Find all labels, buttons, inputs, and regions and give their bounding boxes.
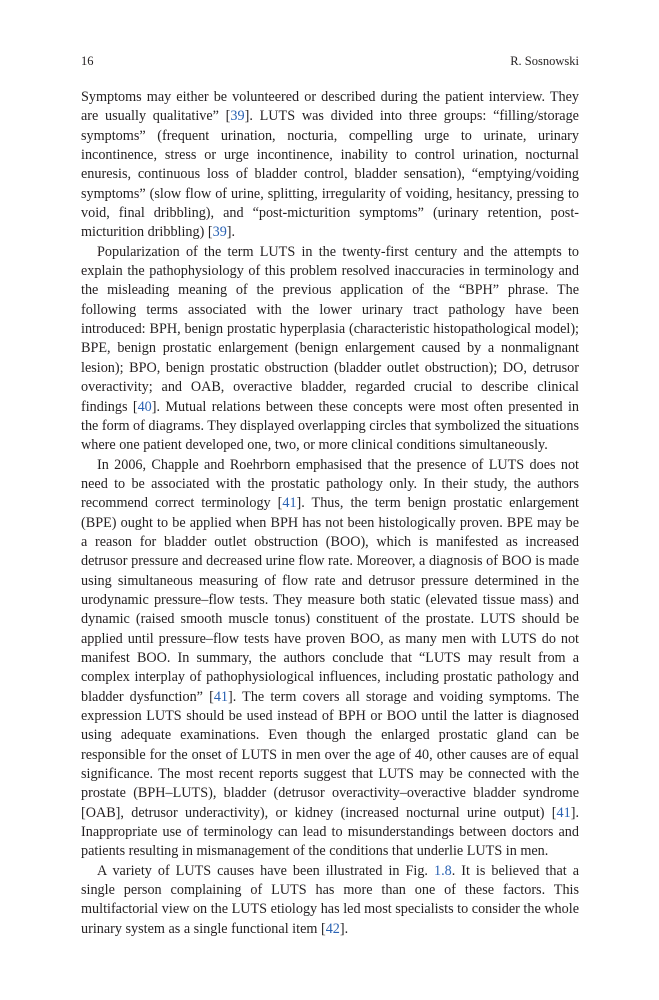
- figure-link[interactable]: 1.8: [433, 862, 452, 879]
- citation-link[interactable]: 39: [230, 108, 245, 125]
- paragraph-text: . It is believed that a single person complaining of LUTS has more than one of these factors. This multifactorial view on the LUTS etiology has led most specialists to consider the whole urinary system as a single functional item [: [81, 862, 579, 937]
- citation-link[interactable]: 41: [213, 688, 229, 705]
- paragraph-text: In 2006, Chapple and Roehrborn emphasised that the presence of LUTS does not need to be associated with the prostatic pathology only. In their study, the authors recommend correct terminology [: [81, 456, 579, 512]
- paragraph: [81, 862, 579, 939]
- paragraph-text: ].: [226, 224, 236, 241]
- citation-link[interactable]: 41: [282, 495, 297, 512]
- running-head-author: R. Sosnowski: [510, 54, 579, 68]
- paragraph-text: ].: [339, 920, 349, 937]
- citation-link[interactable]: 40: [137, 398, 152, 415]
- paragraph: [81, 456, 579, 862]
- paragraph-text: ]. Inappropriate use of terminology can lead to misunderstandings between doctors and patients resulting in mismanagement of the conditions that underlie LUTS in men.: [81, 804, 579, 860]
- paragraph-text: ]. Mutual relations between these concepts were most often presented in the form of diagrams. They displayed overlapping circles that symbolized the situations where one patient developed one, two, or more clinical conditions simultaneously.: [81, 398, 579, 454]
- paragraph-text: ]. The term covers all storage and voiding symptoms. The expression LUTS should be used instead of BPH or BOO until the latter is diagnosed using adequate examinations. Even though the enlarged prostatic gland can be responsible for the onset of LUTS in men over the age of 40, other causes are of equal significance. The most recent reports suggest that LUTS may be connected with the prostate (BPH–LUTS), bladder (detrusor overactivity–overactive bladder syndrome [OAB], detrusor underactivity), or kidney (increased nocturnal urine output) [: [81, 688, 579, 821]
- paragraph-text: ]. Thus, the term benign prostatic enlargement (BPE) ought to be applied when BPH has not been histologically proven. BPE may be a reason for bladder outlet obstruction (BOO), which is manifested as increased detrusor pressure and decreased urine flow rate. Moreover, a diagnosis of BOO is made using simultaneous measuring of flow rate and detrusor pressure determined in the urodynamic pressure–flow tests. They measure both static (elevated tissue mass) and dynamic (raised smooth muscle tonus) constituent of the prostate. LUTS should be applied until pressure–flow tests have proven BOO, as many men with LUTS do not manifest BOO. In summary, the authors conclude that “LUTS may result from a complex interplay of pathophysiological influences, including prostatic pathology and bladder dysfunction” [: [81, 495, 580, 705]
- body-text: [81, 88, 579, 939]
- paragraph: [81, 243, 579, 456]
- paragraph-text: Popularization of the term LUTS in the twenty-first century and the attempts to explain the pathophysiology of this problem resolved inaccuracies in terminology and the misleading meaning of the previous application of the “BPH” phrase. The following terms associated with the lower urinary tract pathology have been introduced: BPH, benign prostatic hyperplasia (characteristic histopathological model); BPE, benign prostatic enlargement (benign enlargement caused by a nonmalignant lesion); BPO, benign prostatic obstruction (bladder outlet obstruction); DO, detrusor overactivity; and OAB, overactive bladder, regarded crucial to describe clinical findings [: [81, 243, 579, 415]
- paragraph-text: A variety of LUTS causes have been illustrated in Fig.: [97, 862, 434, 879]
- paragraph: [81, 88, 579, 243]
- citation-link[interactable]: 42: [325, 920, 340, 937]
- citation-link[interactable]: 39: [212, 224, 227, 241]
- page-number: 16: [81, 54, 94, 68]
- paragraph-text: ]. LUTS was divided into three groups: “filling/storage symptoms” (frequent urination, nocturia, compelling urge to urinate, urinary incontinence, stress or urge incontinence, inability to control urination, nocturnal enuresis, continuous loss of bladder control, bladder sensation), “emptying/voiding symptoms” (slow flow of urine, splitting, irregularity of voiding, hesitancy, pressing to void, final dribbling), and “post-micturition symptoms” (urinary retention, post-micturition dribbling) [: [81, 108, 579, 241]
- paragraph-text: Symptoms may either be volunteered or described during the patient interview. They are usually qualitative” [: [81, 89, 579, 125]
- citation-link[interactable]: 41: [556, 804, 571, 821]
